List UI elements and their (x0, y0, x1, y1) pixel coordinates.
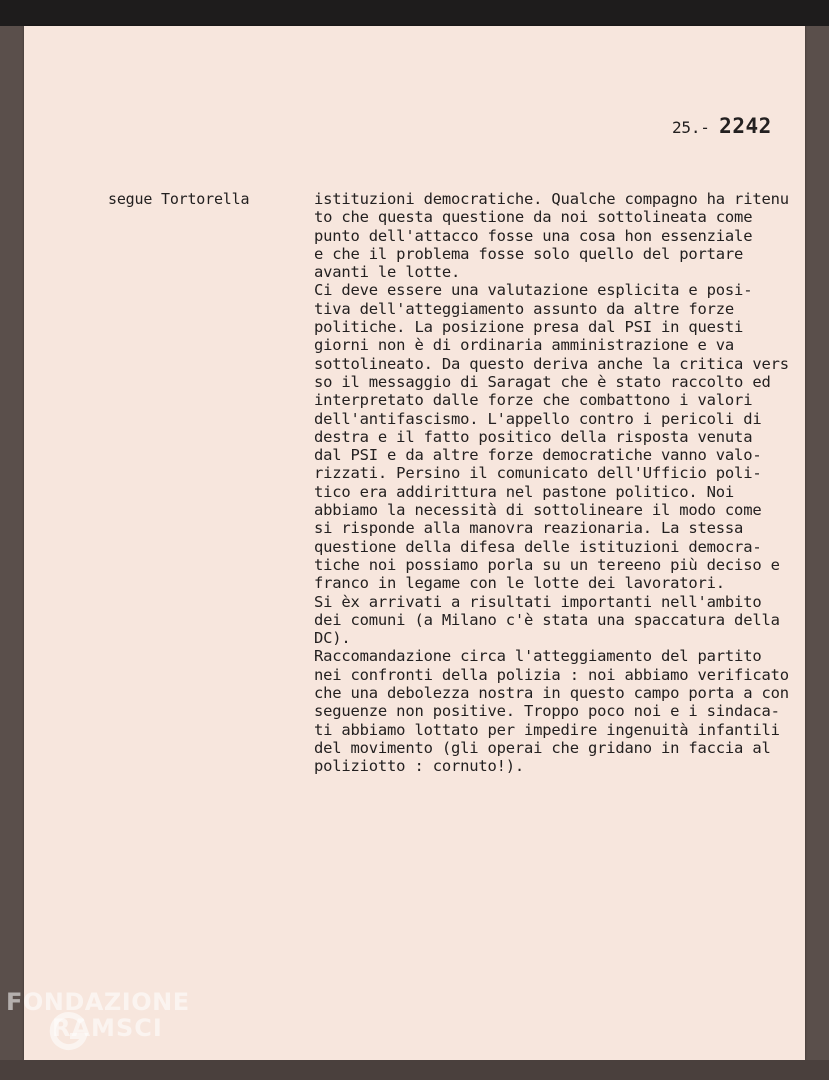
text-line: poliziotto : cornuto!). (314, 757, 525, 776)
text-line: tiche noi possiamo porla su un tereeno più deciso e (314, 555, 780, 574)
text-line: ti abbiamo lottato per impedire ingenuità infantili (314, 720, 780, 739)
fondazione-gramsci-watermark (6, 990, 206, 1040)
text-line: giorni non è di ordinaria amministrazione e va (314, 336, 735, 355)
text-line: DC). (314, 629, 351, 648)
text-line: nei confronti della polizia : noi abbiamo verificato (314, 665, 789, 684)
text-line: e che il problema fosse solo quello del portare (314, 244, 744, 263)
page-number (672, 114, 772, 138)
text-line: avanti le lotte. (314, 263, 461, 282)
text-line: abbiamo la necessità di sottolineare il modo come (314, 501, 762, 520)
text-line: so il messaggio di Saragat che è stato raccolto ed (314, 372, 771, 391)
text-line: Si èx arrivati a risultati importanti nell'ambito (314, 592, 762, 611)
text-line: tico era addirittura nel pastone politico. Noi (314, 482, 735, 501)
text-line: che una debolezza nostra in questo campo porta a con (314, 684, 789, 703)
bottom-dark-strip (0, 1060, 829, 1080)
typed-body-text (314, 190, 829, 776)
gramsci-g-logo-icon (46, 1010, 90, 1054)
text-line: sottolineato. Da questo deriva anche la critica vers (314, 354, 789, 373)
text-line: Raccomandazione circa l'atteggiamento del partito (314, 647, 762, 666)
text-line: punto dell'attacco fosse una cosa hon essenziale (314, 226, 753, 245)
watermark-line-1: FONDAZIONE (6, 988, 190, 1016)
text-line: dal PSI e da altre forze democratiche vanno valo- (314, 446, 762, 465)
text-line: to che questa questione da noi sottolineata come (314, 208, 753, 227)
text-line: rizzati. Persino il comunicato dell'Ufficio poli- (314, 464, 762, 483)
watermark-line-2: RAMSCI (52, 1014, 163, 1042)
text-line: Ci deve essere una valutazione esplicita e posi- (314, 281, 753, 300)
text-line: destra e il fatto positico della risposta venuta (314, 427, 753, 446)
page-number-prefix: 25.- (672, 118, 710, 137)
text-line: franco in legame con le lotte dei lavoratori. (314, 574, 725, 593)
text-line: del movimento (gli operai che gridano in faccia al (314, 738, 771, 757)
page-number-stamp: 2242 (719, 114, 772, 138)
speaker-label: segue Tortorella (108, 190, 250, 208)
text-line: tiva dell'atteggiamento assunto da altre forze (314, 299, 735, 318)
text-line: seguenze non positive. Troppo poco noi e i sindaca- (314, 702, 780, 721)
text-line: istituzioni democratiche. Qualche compagno ha ritenu (314, 190, 789, 208)
text-line: interpretato dalle forze che combattono i valori (314, 391, 753, 410)
text-line: questione della difesa delle istituzioni democra- (314, 537, 762, 556)
text-line: si risponde alla manovra reazionaria. La stessa (314, 519, 744, 538)
text-line: dei comuni (a Milano c'è stata una spaccatura della (314, 610, 780, 629)
text-line: politiche. La posizione presa dal PSI in questi (314, 318, 744, 337)
top-dark-strip (0, 0, 829, 26)
text-line: dell'antifascismo. L'appello contro i pericoli di (314, 409, 762, 428)
